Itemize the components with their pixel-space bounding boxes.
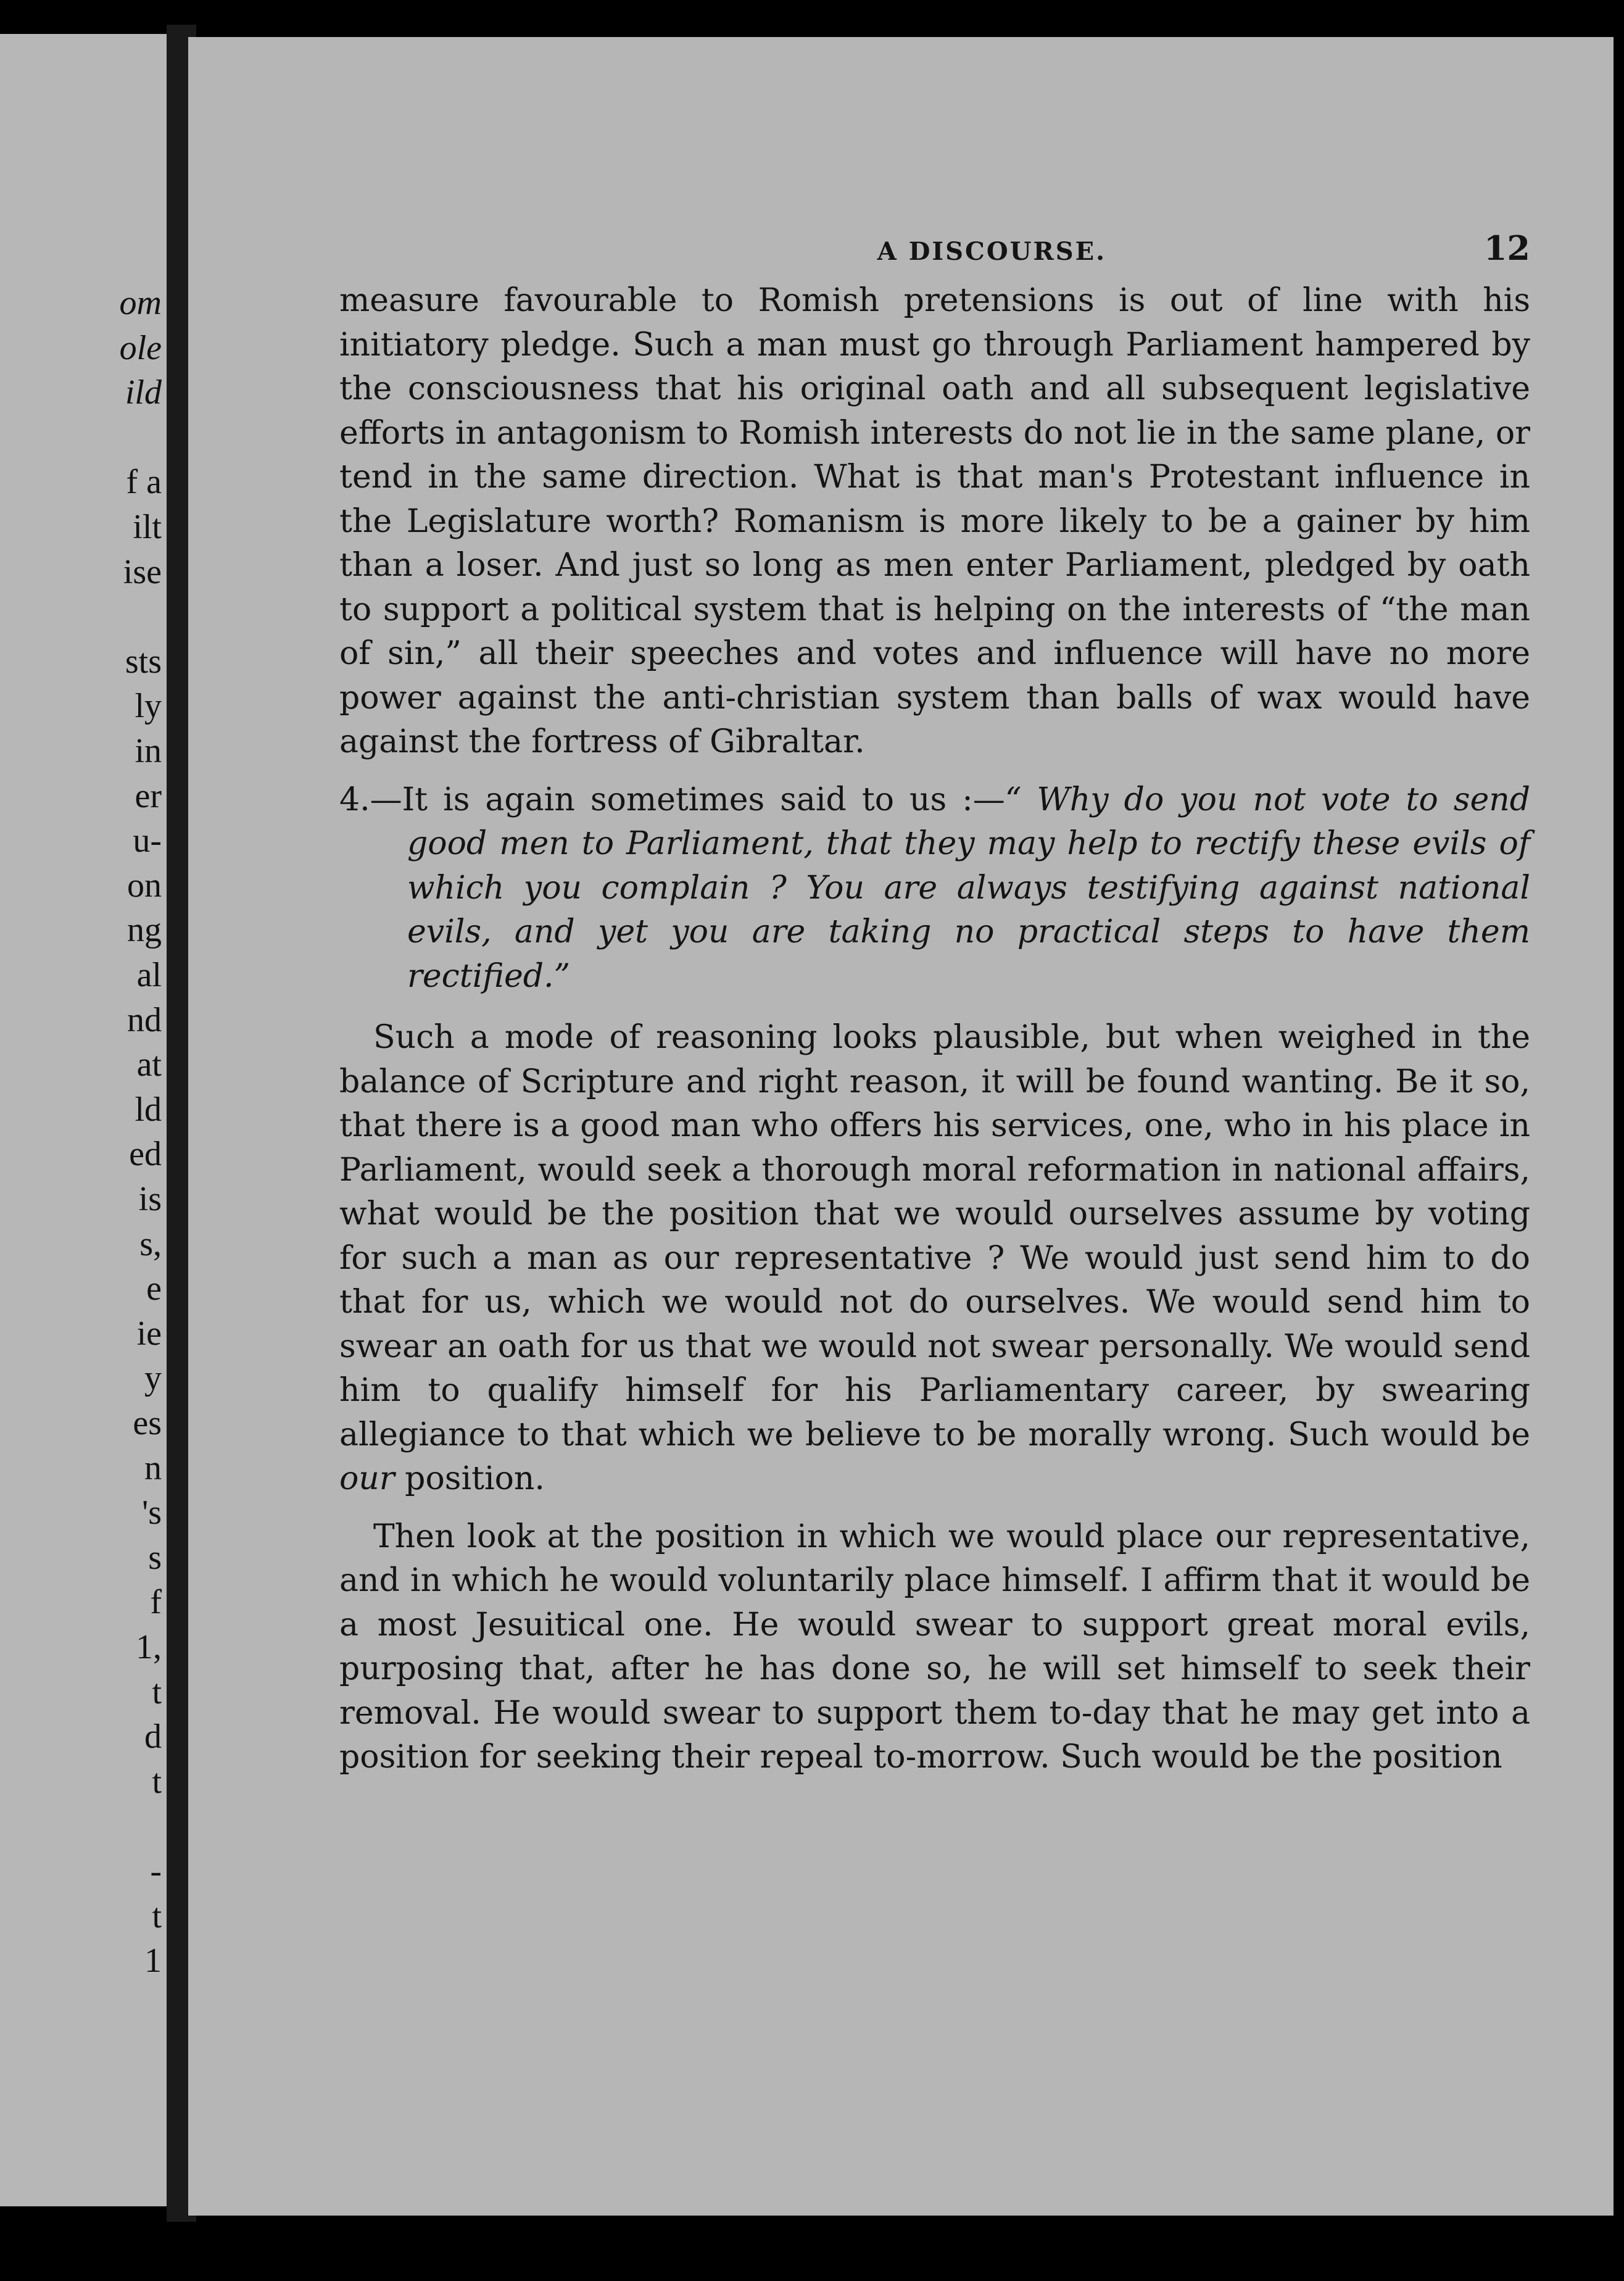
paragraph-1: measure favourable to Romish pretensions is out of line with his initiatory pledge. Such a man must go through Parliament hampered by the consciousness that his original oath and all subsequent legislative efforts in antagonism to Romish interests do not lie in the same plane, or tend in the same direction. What is that man's Protestant influence in the Legislature worth? Romanism is more likely to be a gainer by him than a loser. And just so long as men enter Parliament, pledged by oath to support a political system that is helping on the interests of “the man of sin,” all their speeches and votes and influence will have no more power against the anti-christian system than balls of wax would have against the fortress of Gibraltar.	[339, 282, 1530, 760]
paragraph-3-text: Such a mode of reasoning looks plausible, but when weighed in the balance of Scripture and right reason, it will be found wanting. Be it so, that there is a good man who offers his services, one, who in his place in Parliament, would seek a thorough moral reformation in national affairs, what would be the position that we would ourselves assume by voting for such a man as our representative ? We would just send him to do that for us, which we would not do ourselves. We would send him to swear an oath for us that we would not swear personally. We would send him to qualify himself for his Parliamentary career, by swearing allegiance to that which we believe to be morally wrong. Such would be	[339, 1019, 1530, 1453]
facing-page-fragment: 1,	[136, 1628, 162, 1666]
facing-page-fragments	[0, 34, 167, 2206]
facing-page-fragment: t	[152, 1762, 162, 1801]
facing-page-fragment: f a	[126, 463, 162, 502]
facing-page-fragment: ole	[119, 328, 162, 367]
facing-page-fragment: om	[119, 284, 162, 322]
paragraph-2-numbered-point	[339, 778, 1530, 999]
facing-page-fragment: 1	[144, 1942, 162, 1980]
facing-page-fragment: ly	[135, 687, 162, 726]
facing-page-fragment: nd	[127, 1000, 162, 1039]
facing-page-fragment: n	[144, 1448, 162, 1487]
running-title: A DISCOURSE.	[877, 237, 1107, 266]
facing-page-fragment: ld	[135, 1090, 162, 1129]
page-number: 12	[1483, 228, 1530, 268]
point-lead-text: 4.—It is again sometimes said to us :—	[339, 781, 1005, 818]
paragraph-4: Then look at the position in which we would place our representative, and in which he would voluntarily place himself. I affirm that it would be a most Jesuitical one. He would swear to support great moral evils, purposing that, after he has done so, he will set himself to seek their removal. He would swear to support them to-day that he may get into a position for seeking their repeal to-morrow. Such would be the position	[339, 1518, 1530, 1776]
facing-page-fragment: ise	[123, 552, 162, 591]
facing-page-fragment: ng	[127, 911, 162, 950]
facing-page-fragment: sts	[125, 642, 162, 681]
facing-page-fragment: d	[144, 1718, 162, 1756]
paragraph-3	[339, 1016, 1530, 1502]
facing-page-fragment: er	[135, 776, 162, 815]
facing-page-fragment: ie	[136, 1314, 162, 1353]
facing-page-fragment: ild	[125, 373, 162, 412]
facing-page-fragment: es	[133, 1404, 162, 1442]
page-text-block	[339, 228, 1530, 1780]
facing-page-fragment: 's	[142, 1494, 162, 1532]
book-page	[188, 37, 1614, 2216]
facing-page-edge	[0, 34, 167, 2206]
point-quoted-objection: “ Why do you not vote to send good men to Parliament, that they may help to rectify these evils of which you complain ? You are always testifying against national evils, and yet you are taking no practical steps to have them rectified.”	[407, 781, 1530, 995]
facing-page-fragment: s	[148, 1538, 162, 1577]
paragraph-3-emphasis: our	[339, 1460, 395, 1497]
facing-page-fragment: u-	[133, 821, 162, 860]
facing-page-fragment: -	[150, 1852, 162, 1890]
facing-page-fragment: al	[136, 956, 162, 994]
facing-page-fragment: s,	[139, 1224, 162, 1263]
paragraph-3-end: position.	[394, 1460, 545, 1497]
facing-page-fragment: in	[135, 732, 162, 770]
facing-page-fragment: f	[150, 1583, 162, 1622]
facing-page-fragment: t	[152, 1897, 162, 1935]
facing-page-fragment: is	[138, 1180, 162, 1218]
running-head	[339, 228, 1530, 268]
facing-page-fragment: ilt	[133, 508, 162, 546]
facing-page-fragment: y	[144, 1359, 162, 1398]
facing-page-fragment: t	[152, 1672, 162, 1711]
facing-page-fragment: at	[136, 1045, 162, 1084]
facing-page-fragment: ed	[129, 1135, 162, 1174]
facing-page-fragment: e	[146, 1269, 162, 1308]
facing-page-fragment: on	[127, 866, 162, 905]
